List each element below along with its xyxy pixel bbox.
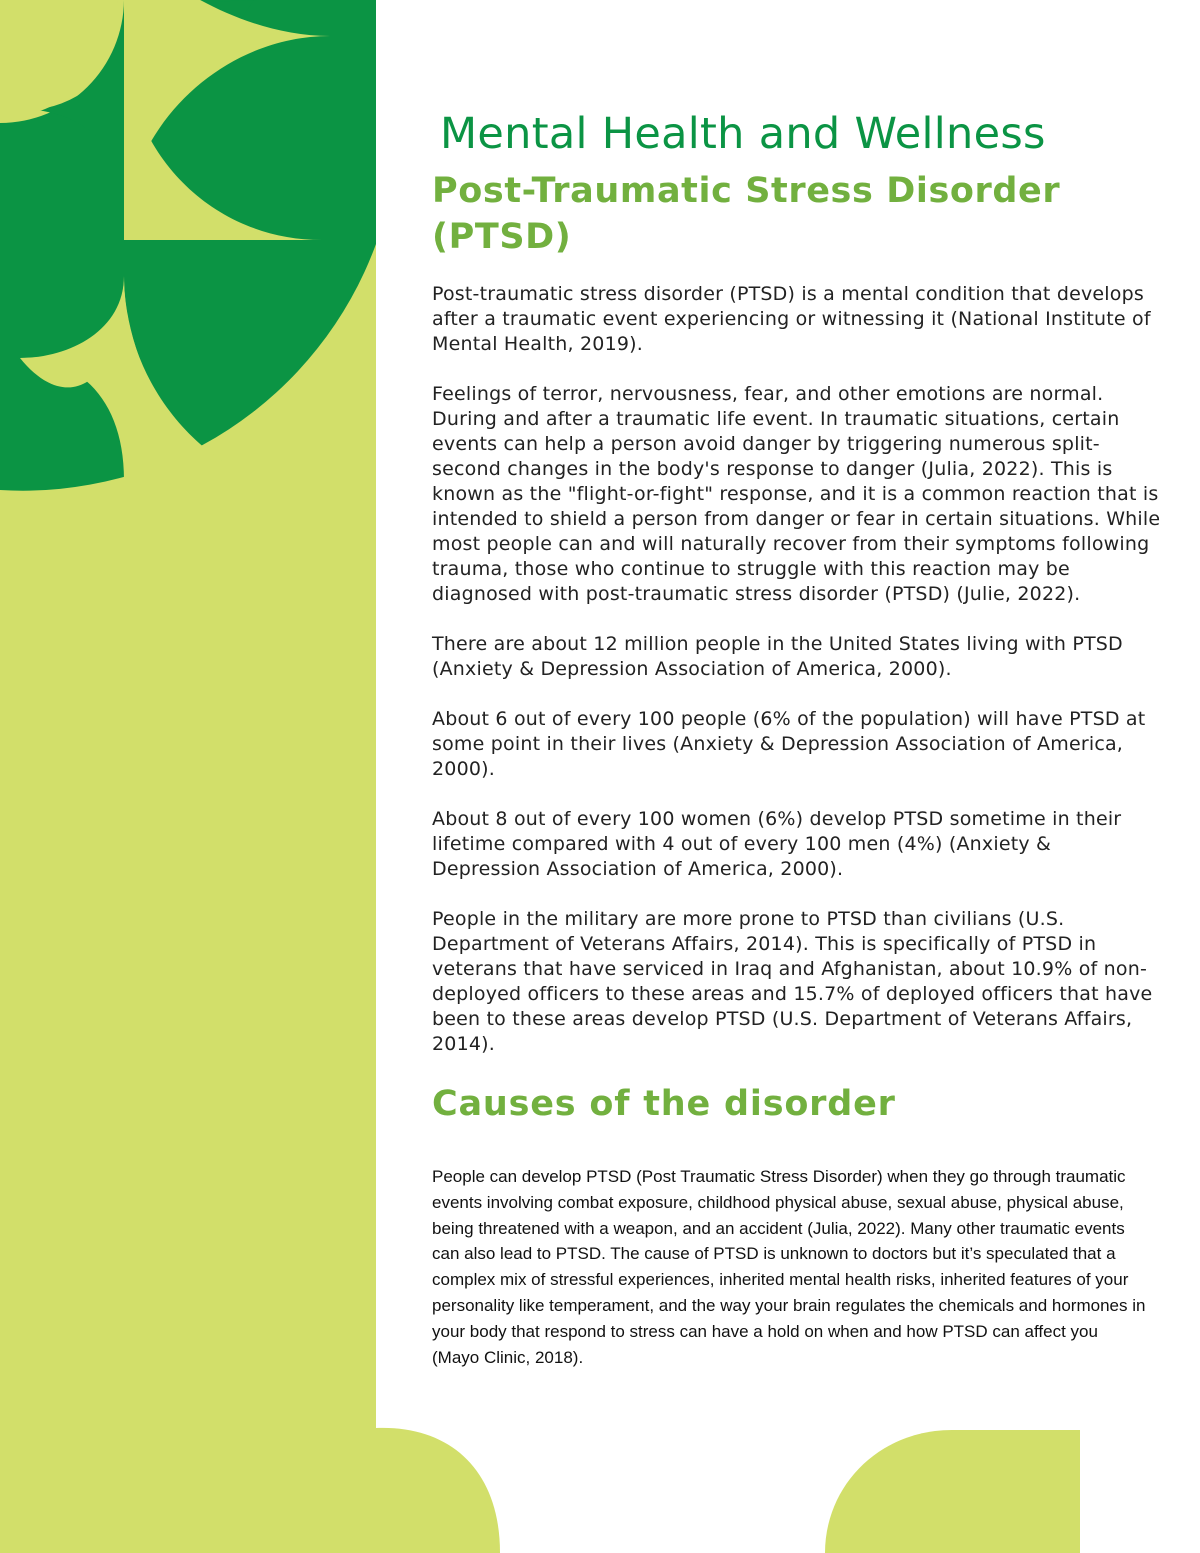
body-paragraphs <box>432 282 1162 1057</box>
causes-heading: Causes of the disorder <box>432 1084 896 1124</box>
lime-bottom-arc-right <box>825 1430 1080 1553</box>
paragraph-population-statistic: About 6 out of every 100 people (6% of the population) will have PTSD at some point in their lives (Anxiety & Depression Association of America, 2000). <box>432 708 1146 780</box>
causes-paragraph: People can develop PTSD (Post Traumatic Stress Disorder) when they go through traumatic events involving combat exposure, childhood physical abuse, sexual abuse, physical abuse, being threatened with a weapon, and an accident (Julia, 2022). Many other traumatic events can also lead to PTSD. The cause of PTSD is unknown to doctors but it’s speculated that a complex mix of stressful experiences, inherited mental health risks, inherited features of your personality like temperament, and the way your brain regulates the chemicals and hormones in your body that respond to stress can have a hold on when and how PTSD can affect you (Mayo Clinic, 2018). <box>432 1167 1146 1367</box>
main-content <box>432 106 1162 1370</box>
paragraph-military-statistic: People in the military are more prone to PTSD than civilians (U.S. Department of Veterans Affairs, 2014). This is specifically of PTSD in veterans that have serviced in Iraq and Afghanistan, about 10.9% of non-deployed officers to these areas and 15.7% of deployed officers that have been to these areas develop PTSD (U.S. Department of Veterans Affairs, 2014). <box>432 908 1153 1055</box>
paragraph-us-statistic: There are about 12 million people in the United States living with PTSD (Anxiety & Depression Association of America, 2000). <box>432 633 1123 680</box>
paragraph-definition: Post-traumatic stress disorder (PTSD) is a mental condition that develops after a traumatic event experiencing or witnessing it (National Institute of Mental Health, 2019). <box>432 283 1151 355</box>
paragraph-feelings: Feelings of terror, nervousness, fear, and other emotions are normal. During and after a traumatic life event. In traumatic situations, certain events can help a person avoid danger by triggering numerous split-second changes in the body's response to danger (Julia, 2022). This is known as the "flight-or-fight" response, and it is a common reaction that is intended to shield a person from danger or fear in certain situations. While most people can and will naturally recover from their symptoms following trauma, those who continue to struggle with this reaction may be diagnosed with post-traumatic stress disorder (PTSD) (Julie, 2022). <box>432 383 1161 605</box>
page-subtitle: Post-Traumatic Stress Disorder (PTSD) <box>432 171 1061 257</box>
lime-bottom-arc-left <box>376 1428 500 1553</box>
paragraph-gender-statistic: About 8 out of every 100 women (6%) develop PTSD sometime in their lifetime compared with 4 out of every 100 men (4%) (Anxiety & Depression Association of America, 2000). <box>432 808 1122 880</box>
page-title: Mental Health and Wellness <box>440 109 1046 159</box>
